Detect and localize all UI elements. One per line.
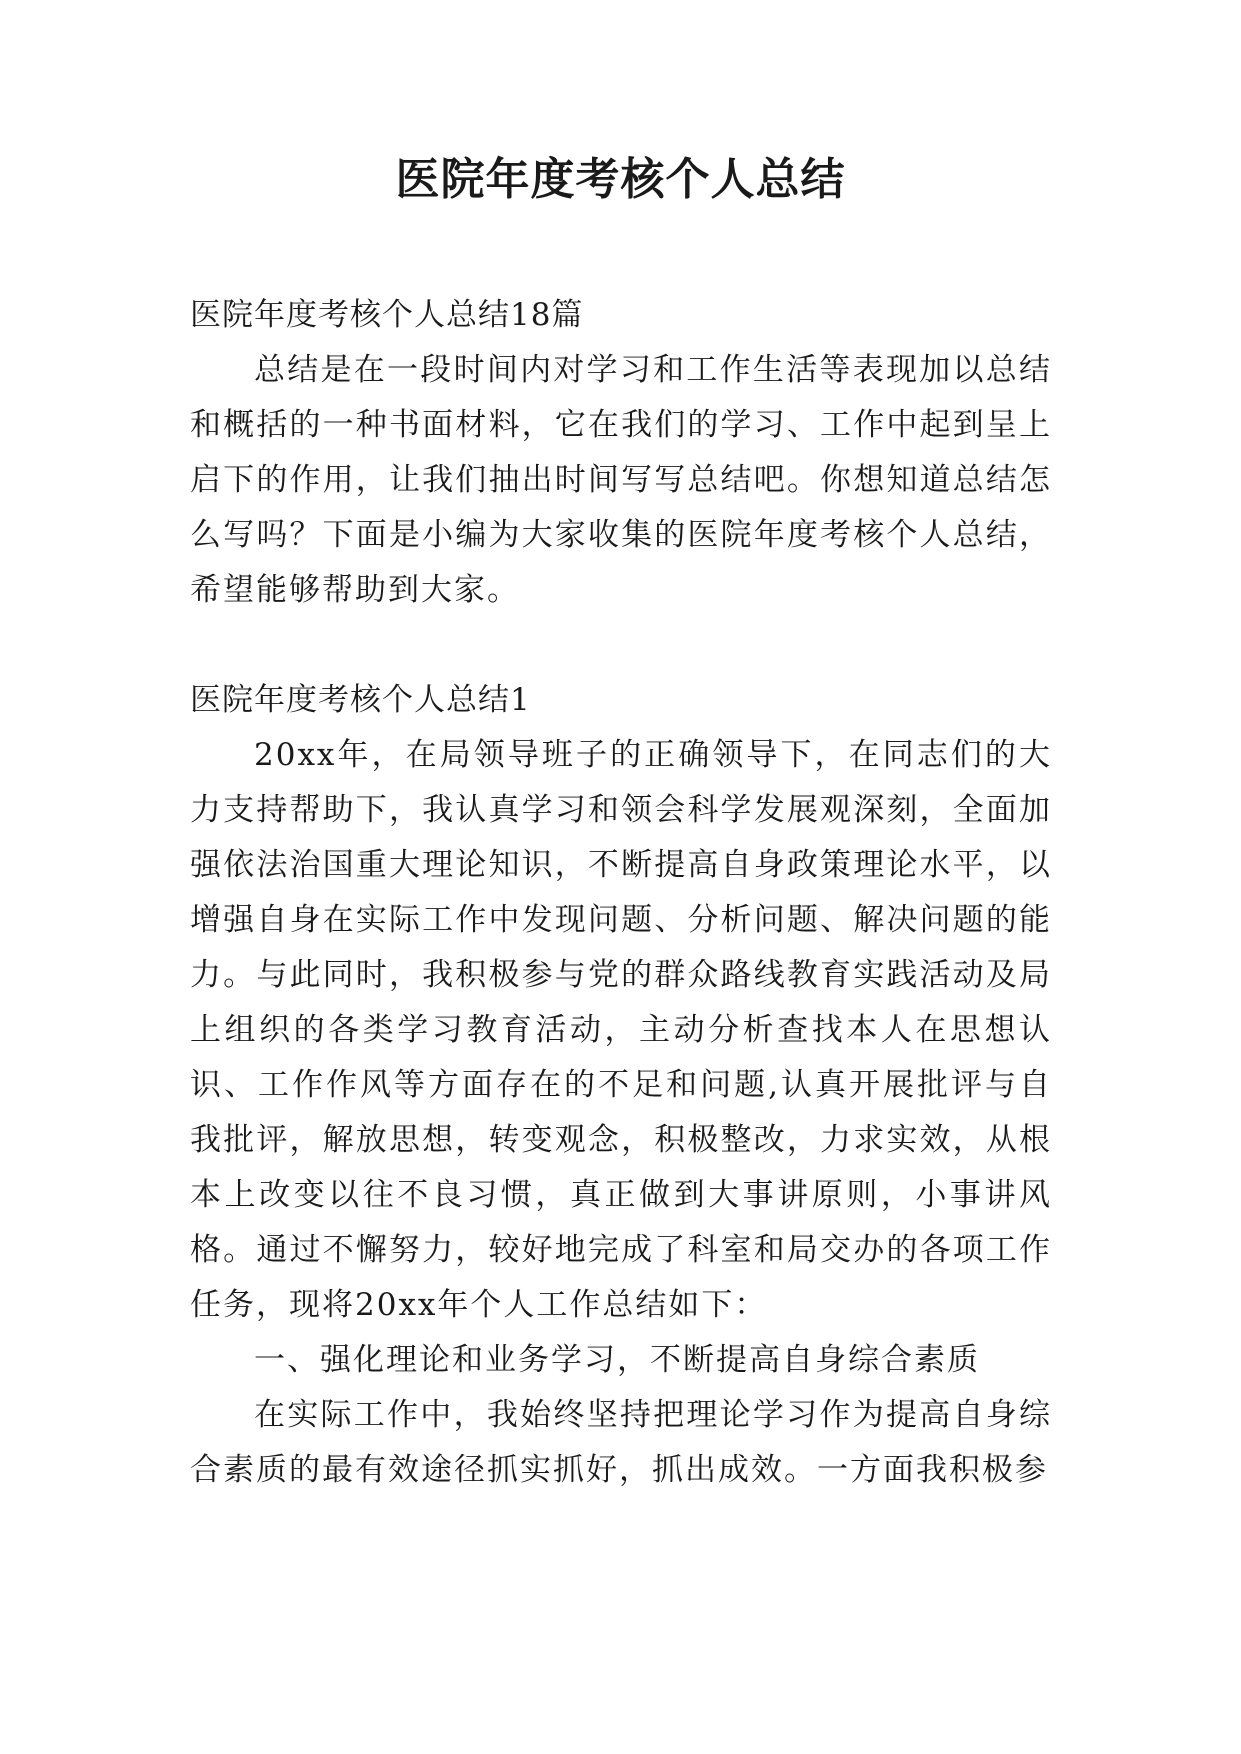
section-heading: 医院年度考核个人总结18篇 [190,297,584,333]
section-heading: 医院年度考核个人总结1 [190,682,531,718]
intro-paragraph: 总结是在一段时间内对学习和工作生活等表现加以总结和概括的一种书面材料，它在我们的学习、工作中起到呈上启下的作用，让我们抽出时间写写总结吧。你想知道总结怎么写吗？下面是小编为大家收集的医院年度考核个人总结，希望能够帮助到大家。 [190,352,1052,608]
document-title: 医院年度考核个人总结 [395,154,846,205]
document-body [190,288,1052,1498]
body-paragraph: 20xx年，在局领导班子的正确领导下，在同志们的大力支持帮助下，我认真学习和领会科学发展观深刻，全面加强依法治国重大理论知识，不断提高自身政策理论水平，以增强自身在实际工作中发现问题、分析问题、解决问题的能力。与此同时，我积极参与党的群众路线教育实践活动及局上组织的各类学习教育活动，主动分析查找本人在思想认识、工作作风等方面存在的不足和问题,认真开展批评与自我批评，解放思想，转变观念，积极整改，力求实效，从根本上改变以往不良习惯，真正做到大事讲原则，小事讲风格。通过不懈努力，较好地完成了科室和局交办的各项工作任务，现将20xx年个人工作总结如下： [190,737,1052,1323]
body-paragraph: 在实际工作中，我始终坚持把理论学习作为提高自身综合素质的最有效途径抓实抓好，抓出成效。一方面我积极参 [190,1397,1052,1488]
subsection-heading: 一、强化理论和业务学习，不断提高自身综合素质 [254,1342,980,1378]
paragraph-gap [190,618,1052,673]
